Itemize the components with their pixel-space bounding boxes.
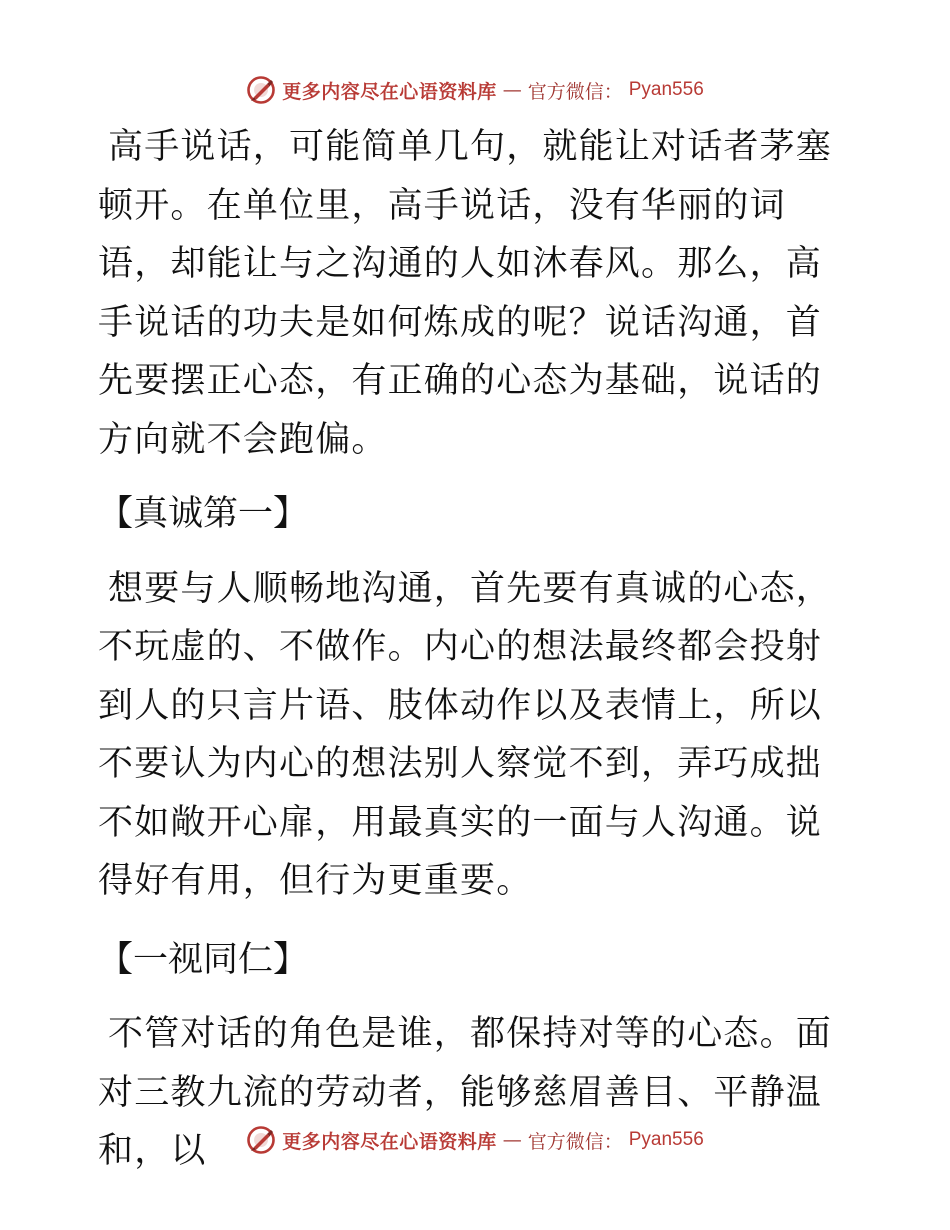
pen-in-circle-logo-icon <box>246 75 276 105</box>
banner-promo-text: 更多内容尽在心语资料库 <box>282 1130 497 1153</box>
banner-dash: — <box>502 79 522 101</box>
intro-paragraph: 高手说话，可能简单几句，就能让对话者茅塞顿开。在单位里，高手说话，没有华丽的词语，却能让与之沟通的人如沐春风。那么，高手说话的功夫是如何炼成的呢？说话沟通，首先要摆正心态，有正确的心态为基础，说话的方向就不会跑偏。 <box>98 127 833 460</box>
banner-dash: — <box>502 1129 522 1151</box>
section-heading-sincerity: 【真诚第一】 <box>98 494 309 534</box>
section-heading-equality: 【一视同仁】 <box>98 939 309 980</box>
banner-wechat-id: Pyan556 <box>628 1129 704 1150</box>
pen-in-circle-logo-icon <box>246 1125 276 1155</box>
header-banner <box>0 70 950 110</box>
banner-promo-text: 更多内容尽在心语资料库 <box>282 80 497 103</box>
banner-wechat-id: Pyan556 <box>628 79 704 100</box>
section-paragraph-equality: 不管对话的角色是谁，都保持对等的心态。面对三教九流的劳动者，能够慈眉善目、平静温和，以 <box>98 1014 833 1171</box>
section-paragraph-sincerity: 想要与人顺畅地沟通，首先要有真诚的心态，不玩虚的、不做作。内心的想法最终都会投射到人的只言片语、肢体动作以及表情上，所以不要认为内心的想法别人察觉不到，弄巧成拙不如敞开心扉，用最真实的一面与人沟通。说得好有用，但行为更重要。 <box>98 568 833 901</box>
document-body <box>98 118 858 1181</box>
banner-wechat-label: 官方微信： <box>527 1130 623 1153</box>
banner-wechat-label: 官方微信： <box>527 80 623 103</box>
footer-banner <box>0 1120 950 1160</box>
